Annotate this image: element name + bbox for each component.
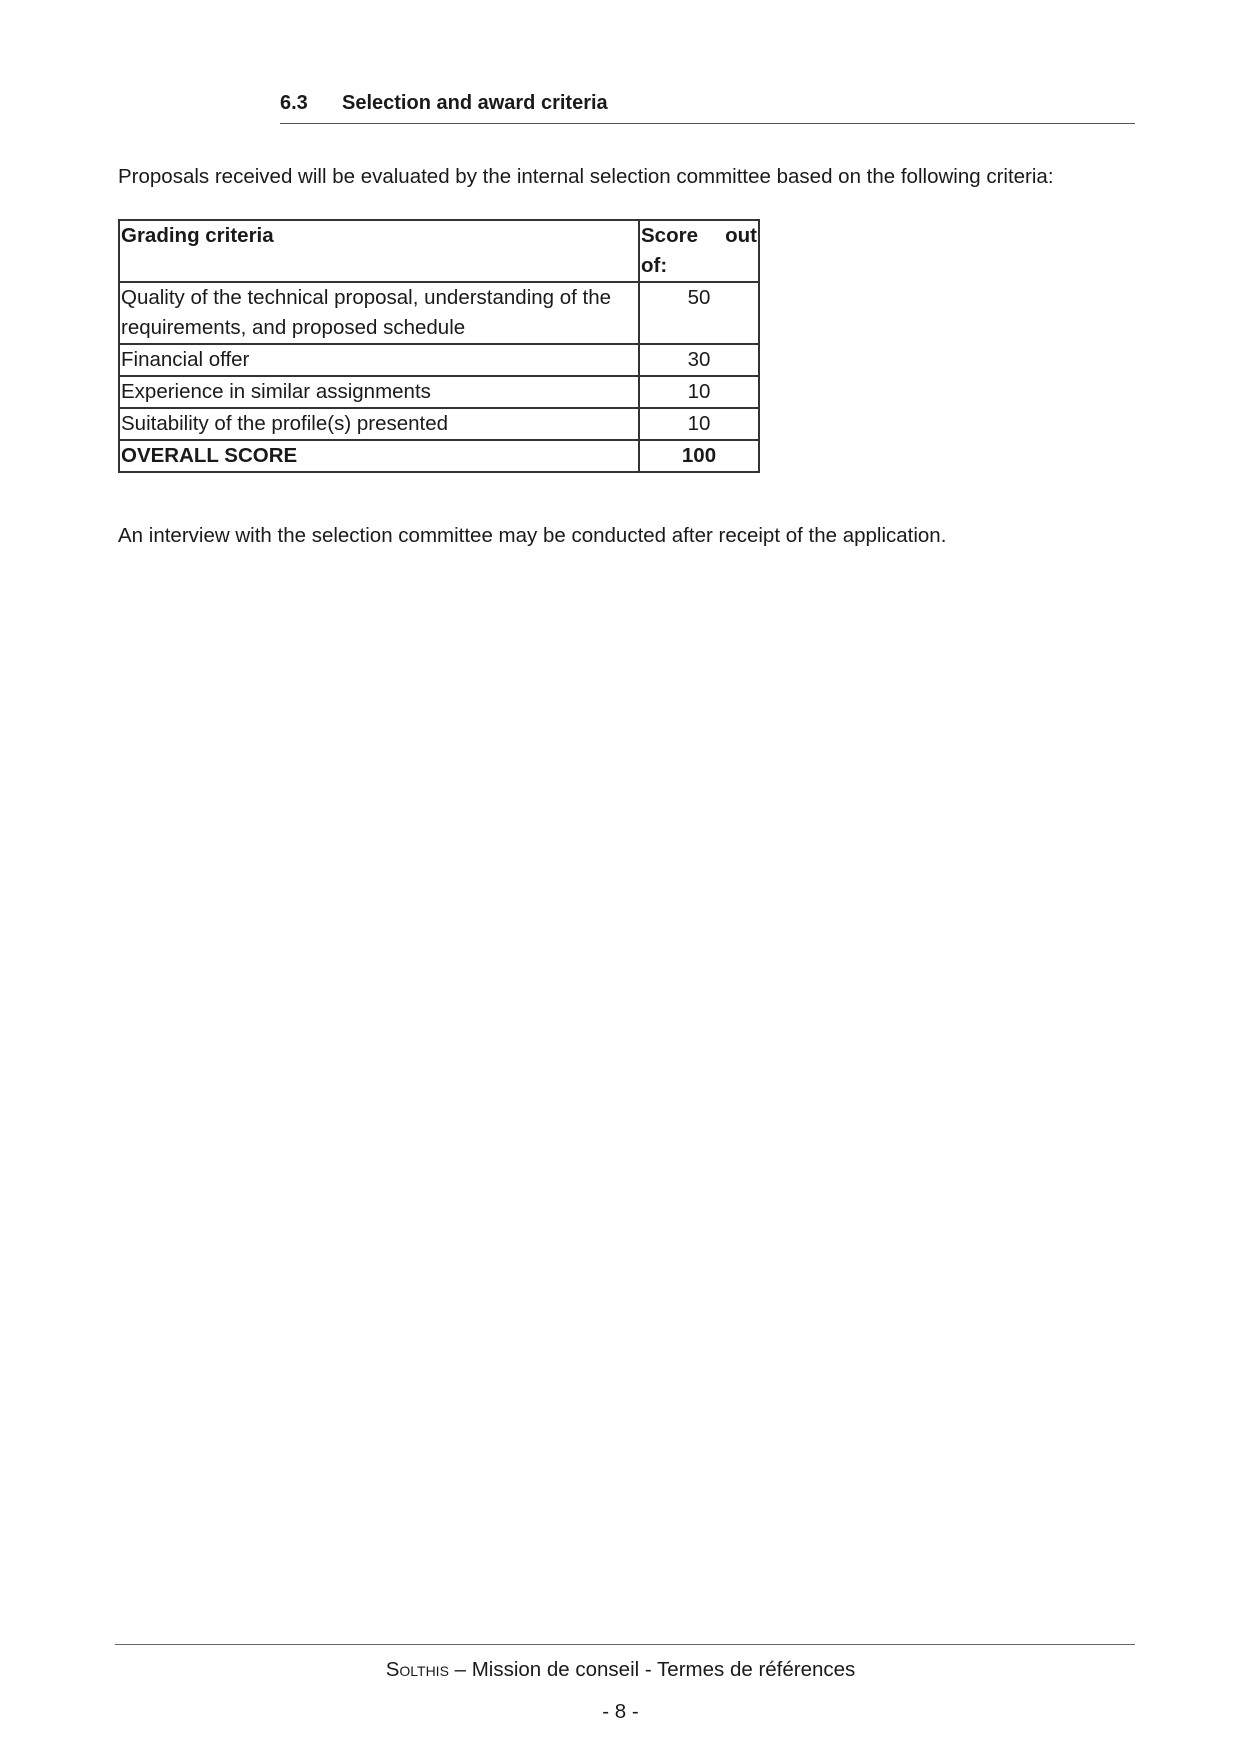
table-total-row: [119, 440, 759, 472]
footer-rest: – Mission de conseil - Termes de références: [448, 1658, 856, 1681]
total-score: 100: [639, 440, 759, 472]
row-score: 50: [639, 282, 759, 344]
table-row: [119, 344, 759, 376]
table-row: [119, 376, 759, 408]
table-header-row: [119, 220, 759, 282]
header-score-word1: Score: [641, 224, 698, 247]
header-score-word3: of:: [641, 254, 668, 277]
row-criteria: Suitability of the profile(s) presented: [119, 408, 639, 440]
intro-paragraph: Proposals received will be evaluated by the internal selection committee based on the following criteria:: [118, 165, 1054, 188]
header-score: [639, 220, 759, 282]
footer-divider: [115, 1644, 1135, 1645]
footer-org: Solthis: [385, 1658, 449, 1681]
row-score: 10: [639, 376, 759, 408]
page-number: - 8 -: [602, 1700, 639, 1723]
footer-title: [0, 1655, 1241, 1685]
row-score: 10: [639, 408, 759, 440]
header-criteria: Grading criteria: [119, 220, 639, 282]
total-label: OVERALL SCORE: [119, 440, 639, 472]
table-row: [119, 408, 759, 440]
section-heading: [280, 88, 1135, 124]
closing-paragraph: An interview with the selection committee may be conducted after receipt of the application.: [118, 524, 947, 547]
section-number: 6.3: [280, 92, 308, 114]
header-score-word2: out: [725, 224, 757, 247]
section-title: Selection and award criteria: [342, 92, 608, 114]
row-criteria: Experience in similar assignments: [119, 376, 639, 408]
row-score: 30: [639, 344, 759, 376]
row-criteria: Quality of the technical proposal, understanding of the requirements, and proposed schedule: [119, 282, 639, 344]
row-criteria: Financial offer: [119, 344, 639, 376]
table-row: [119, 282, 759, 344]
grading-criteria-table: [118, 219, 760, 473]
